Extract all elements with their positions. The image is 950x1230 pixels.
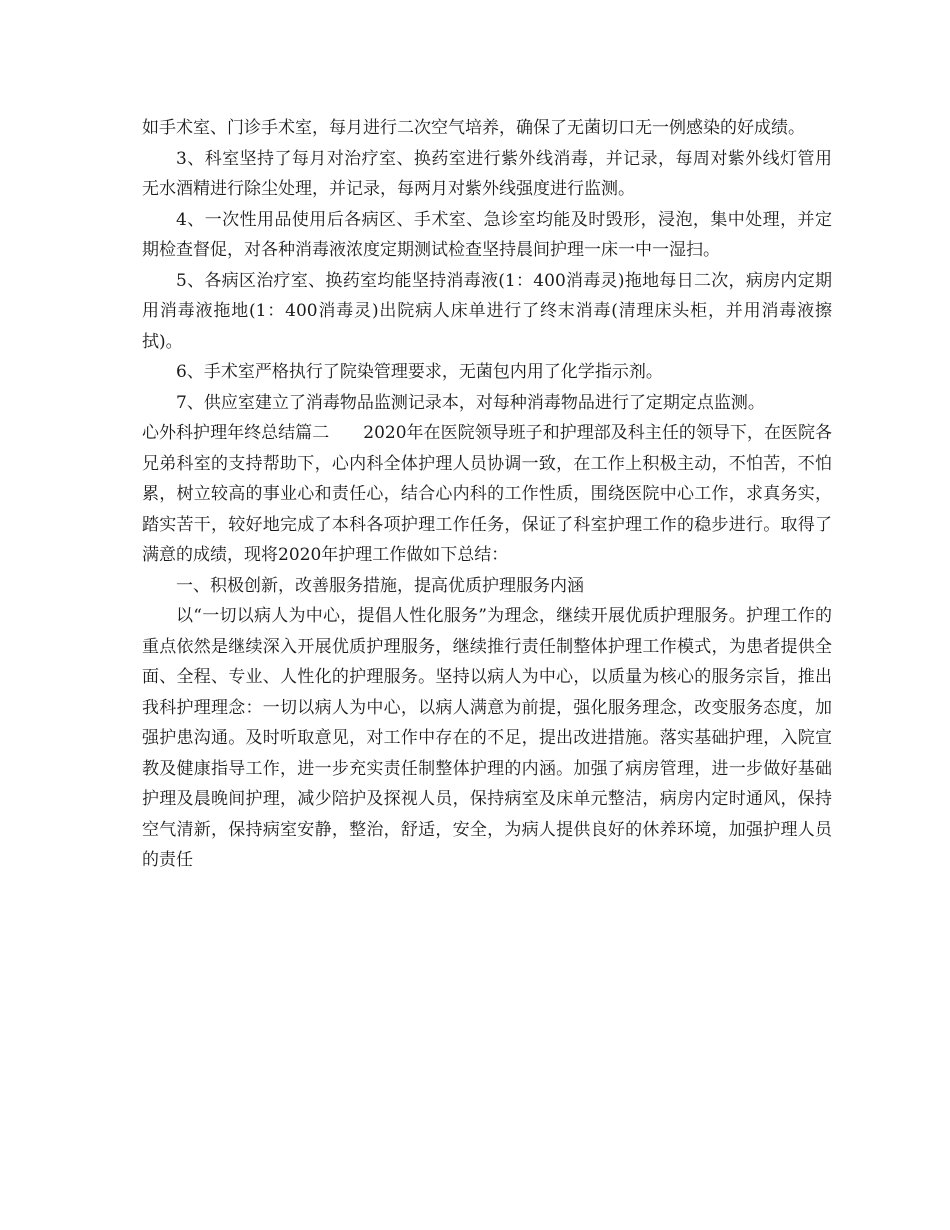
paragraph-item-3: 3、科室坚持了每月对治疗室、换药室进行紫外线消毒，并记录，每周对紫外线灯管用无水酒精进行除尘处理，并记录，每两月对紫外线强度进行监测。 xyxy=(142,148,832,199)
paragraph-1: 如手术室、门诊手术室，每月进行二次空气培养，确保了无菌切口无一例感染的好成绩。 xyxy=(142,118,805,138)
paragraph-item-7: 7、供应室建立了消毒物品监测记录本，对每种消毒物品进行了定期定点监测。 xyxy=(176,392,765,413)
section-two-intro: 心外科护理年终总结篇二 2020年在医院领导班子和护理部及科主任的领导下，在医院各兄弟科室的支持帮助下，心内科全体护理人员协调一致，在工作上积极主动，不怕苦，不怕累，树立较高的事业心和责任心，结合心内科的工作性质，围绕医院中心工作，求真务实，踏实苦干，较好地完成了本科各项护理工作任务，保证了科室护理工作的稳步进行。取得了满意的成绩，现将2020年护理工作做如下总结： xyxy=(142,423,832,565)
paragraph-item-4: 4、一次性用品使用后各病区、手术室、急诊室均能及时毁形，浸泡，集中处理，并定期检查督促，对各种消毒液浓度定期测试检查坚持晨间护理一床一中一湿扫。 xyxy=(142,209,832,260)
section-heading: 一、积极创新，改善服务措施，提高优质护理服务内涵 xyxy=(176,575,584,596)
document-body xyxy=(142,113,832,876)
paragraph-item-6: 6、手术室严格执行了院染管理要求，无菌包内用了化学指示剂。 xyxy=(176,362,663,382)
paragraph-item-5: 5、各病区治疗室、换药室均能坚持消毒液(1：400消毒灵)拖地每日二次，病房内定期用消毒液拖地(1：400消毒灵)出院病人床单进行了终末消毒(清理床头柜，并用消毒液擦拭)。 xyxy=(142,270,832,352)
paragraph-service-philosophy: 以“一切以病人为中心，提倡人性化服务”为理念，继续开展优质护理服务。护理工作的重点依然是继续深入开展优质护理服务，继续推行责任制整体护理工作模式，为患者提供全面、全程、专业、人性化的护理服务。坚持以病人为中心，以质量为核心的服务宗旨，推出我科护理理念：一切以病人为中心，以病人满意为前提，强化服务理念，改变服务态度，加强护患沟通。及时听取意见，对工作中存在的不足，提出改进措施。落实基础护理，入院宣教及健康指导工作，进一步充实责任制整体护理的内涵。加强了病房管理，进一步做好基础护理及晨晚间护理，减少陪护及探视人员，保持病室及床单元整洁，病房内定时通风，保持空气清新，保持病室安静，整治，舒适，安全，为病人提供良好的休养环境，加强护理人员的责任 xyxy=(142,606,832,870)
